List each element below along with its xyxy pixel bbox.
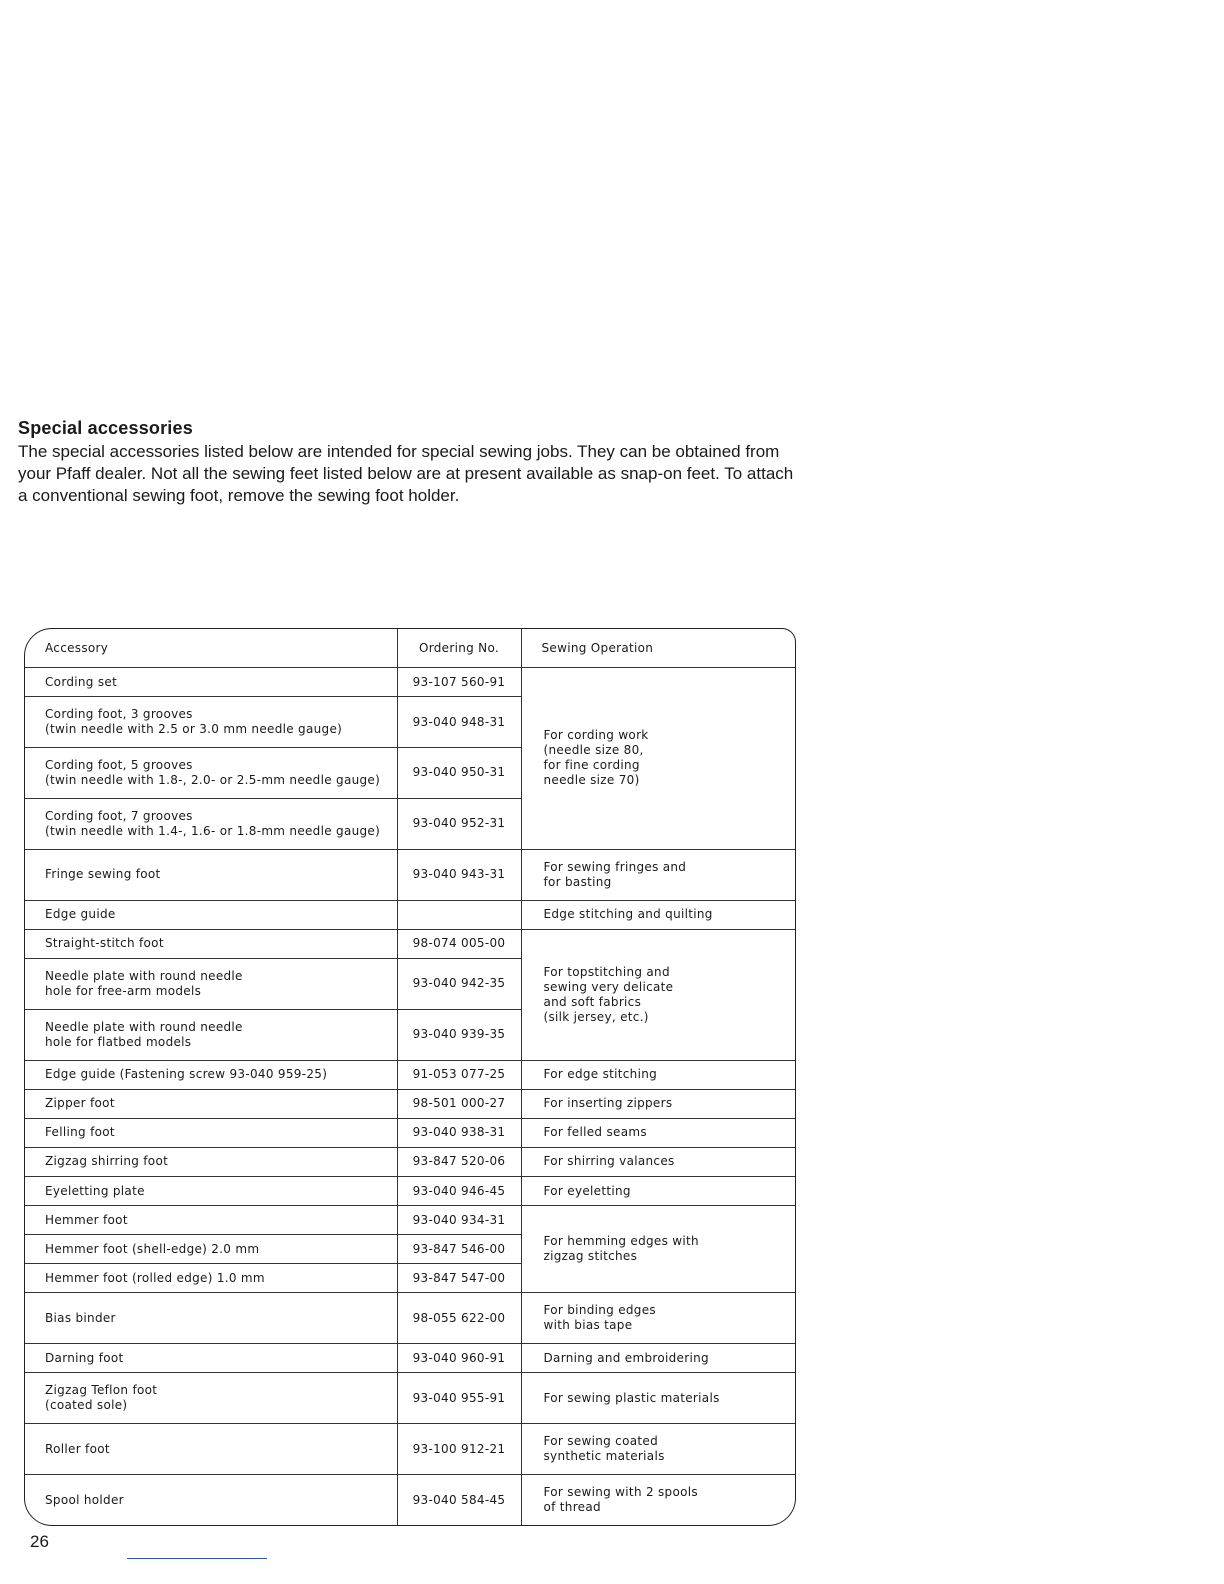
accessory-name: Needle plate with round needle	[45, 1019, 243, 1034]
accessory-cell	[25, 958, 397, 1009]
accessory-name: Cording foot, 7 grooves	[45, 808, 193, 823]
accessory-cell: Straight-stitch foot	[25, 929, 397, 958]
ordering-number: 93-040 942-35	[397, 958, 521, 1009]
header-accessory: Accessory	[25, 629, 397, 668]
accessory-cell	[25, 747, 397, 798]
ordering-number: 91-053 077-25	[397, 1060, 521, 1089]
operation-line: For topstitching and	[543, 964, 670, 979]
ordering-number: 93-847 520-06	[397, 1147, 521, 1176]
ordering-number: 93-847 547-00	[397, 1264, 521, 1293]
accessory-cell: Fringe sewing foot	[25, 849, 397, 900]
table-row	[25, 1424, 795, 1475]
ordering-number: 93-847 546-00	[397, 1235, 521, 1264]
accessory-cell: Darning foot	[25, 1344, 397, 1373]
table-row	[25, 1118, 795, 1147]
ordering-number: 93-040 960-91	[397, 1344, 521, 1373]
ordering-number: 98-074 005-00	[397, 929, 521, 958]
table-row	[25, 1475, 795, 1525]
operation-line: with bias tape	[543, 1318, 633, 1333]
accessories-table	[25, 629, 795, 1525]
table-row	[25, 929, 795, 958]
table-row	[25, 1373, 795, 1424]
operation-cell: Darning and embroidering	[521, 1344, 795, 1373]
accessory-name: Cording foot, 3 grooves	[45, 707, 193, 722]
operation-line: for basting	[543, 874, 612, 889]
ordering-number: 93-040 955-91	[397, 1373, 521, 1424]
ordering-number: 93-040 939-35	[397, 1009, 521, 1060]
accessory-cell: Hemmer foot (rolled edge) 1.0 mm	[25, 1264, 397, 1293]
operation-cell: For sewing plastic materials	[521, 1373, 795, 1424]
accessory-note: (coated sole)	[45, 1398, 128, 1413]
accessory-name: Zigzag Teflon foot	[45, 1383, 158, 1398]
table-row	[25, 1089, 795, 1118]
accessory-cell	[25, 1373, 397, 1424]
table-row	[25, 1176, 795, 1205]
table-row	[25, 1147, 795, 1176]
operation-cell	[521, 1206, 795, 1293]
accessory-cell: Zipper foot	[25, 1089, 397, 1118]
operation-line: For binding edges	[543, 1303, 656, 1318]
operation-line: of thread	[543, 1500, 601, 1515]
ordering-number: 93-040 948-31	[397, 697, 521, 748]
ordering-number: 98-501 000-27	[397, 1089, 521, 1118]
ordering-number: 93-040 943-31	[397, 849, 521, 900]
accessory-cell: Edge guide (Fastening screw 93-040 959-25)	[25, 1060, 397, 1089]
operation-line: For sewing fringes and	[543, 859, 687, 874]
intro-section	[18, 418, 798, 507]
accessory-cell: Hemmer foot (shell-edge) 2.0 mm	[25, 1235, 397, 1264]
operation-cell: For inserting zippers	[521, 1089, 795, 1118]
accessory-cell	[25, 1009, 397, 1060]
operation-line: zigzag stitches	[543, 1249, 638, 1264]
header-sewing-operation: Sewing Operation	[521, 629, 795, 668]
operation-cell: For eyeletting	[521, 1176, 795, 1205]
header-ordering-no: Ordering No.	[397, 629, 521, 668]
operation-line: For sewing coated	[543, 1434, 658, 1449]
accessory-name: Needle plate with round needle	[45, 968, 243, 983]
accessory-name: Cording set	[45, 674, 118, 689]
operation-cell	[521, 1424, 795, 1475]
accessory-cell: Hemmer foot	[25, 1206, 397, 1235]
accessory-cell: Eyeletting plate	[25, 1176, 397, 1205]
operation-cell: For shirring valances	[521, 1147, 795, 1176]
footer-rule	[127, 1558, 267, 1559]
accessory-cell: Bias binder	[25, 1293, 397, 1344]
operation-line: needle size 70)	[543, 773, 640, 788]
ordering-number: 93-040 938-31	[397, 1118, 521, 1147]
page-number: 26	[30, 1532, 49, 1551]
ordering-number: 93-040 584-45	[397, 1475, 521, 1525]
operation-line: synthetic materials	[543, 1449, 665, 1464]
operation-line: (needle size 80,	[543, 743, 644, 758]
operation-line: sewing very delicate	[543, 979, 674, 994]
accessory-note: (twin needle with 1.4-, 1.6- or 1.8-mm needle gauge)	[45, 823, 381, 838]
accessory-note: (twin needle with 1.8-, 2.0- or 2.5-mm needle gauge)	[45, 772, 381, 787]
section-heading: Special accessories	[18, 418, 193, 438]
intro-paragraph: The special accessories listed below are intended for special sewing jobs. They can be obtained from your Pfaff dealer. Not all the sewing feet listed below are at present available as snap-on feet. To attach a conventional sewing foot, remove the sewing foot holder.	[18, 442, 794, 505]
ordering-number	[397, 900, 521, 929]
operation-line: For hemming edges with	[543, 1234, 699, 1249]
accessory-cell: Roller foot	[25, 1424, 397, 1475]
operation-line: and soft fabrics	[543, 994, 642, 1009]
ordering-number: 93-040 952-31	[397, 798, 521, 849]
accessories-table-frame	[24, 628, 796, 1526]
accessory-cell: Felling foot	[25, 1118, 397, 1147]
operation-line: For sewing with 2 spools	[543, 1485, 698, 1500]
accessory-note: hole for free-arm models	[45, 983, 202, 998]
operation-cell	[521, 929, 795, 1060]
table-row	[25, 900, 795, 929]
table-row	[25, 849, 795, 900]
accessory-name: Cording foot, 5 grooves	[45, 757, 193, 772]
operation-cell: Edge stitching and quilting	[521, 900, 795, 929]
operation-cell	[521, 1475, 795, 1525]
accessory-cell	[25, 798, 397, 849]
operation-line: For cording work	[543, 728, 649, 743]
accessory-cell	[25, 668, 397, 697]
accessory-cell: Spool holder	[25, 1475, 397, 1525]
ordering-number: 93-100 912-21	[397, 1424, 521, 1475]
table-row	[25, 1060, 795, 1089]
table-header-row	[25, 629, 795, 668]
operation-cell: For edge stitching	[521, 1060, 795, 1089]
ordering-number: 93-107 560-91	[397, 668, 521, 697]
operation-cell	[521, 1293, 795, 1344]
accessory-cell: Edge guide	[25, 900, 397, 929]
ordering-number: 98-055 622-00	[397, 1293, 521, 1344]
operation-line: for fine cording	[543, 758, 640, 773]
table-row	[25, 668, 795, 697]
ordering-number: 93-040 934-31	[397, 1206, 521, 1235]
operation-line: (silk jersey, etc.)	[543, 1009, 649, 1024]
accessory-note: (twin needle with 2.5 or 3.0 mm needle gauge)	[45, 722, 343, 737]
accessory-note: hole for flatbed models	[45, 1034, 192, 1049]
operation-cell	[521, 668, 795, 850]
accessory-cell	[25, 697, 397, 748]
operation-cell: For felled seams	[521, 1118, 795, 1147]
operation-cell	[521, 849, 795, 900]
table-row	[25, 1293, 795, 1344]
ordering-number: 93-040 950-31	[397, 747, 521, 798]
table-row	[25, 1344, 795, 1373]
table-row	[25, 1206, 795, 1235]
ordering-number: 93-040 946-45	[397, 1176, 521, 1205]
accessory-cell: Zigzag shirring foot	[25, 1147, 397, 1176]
